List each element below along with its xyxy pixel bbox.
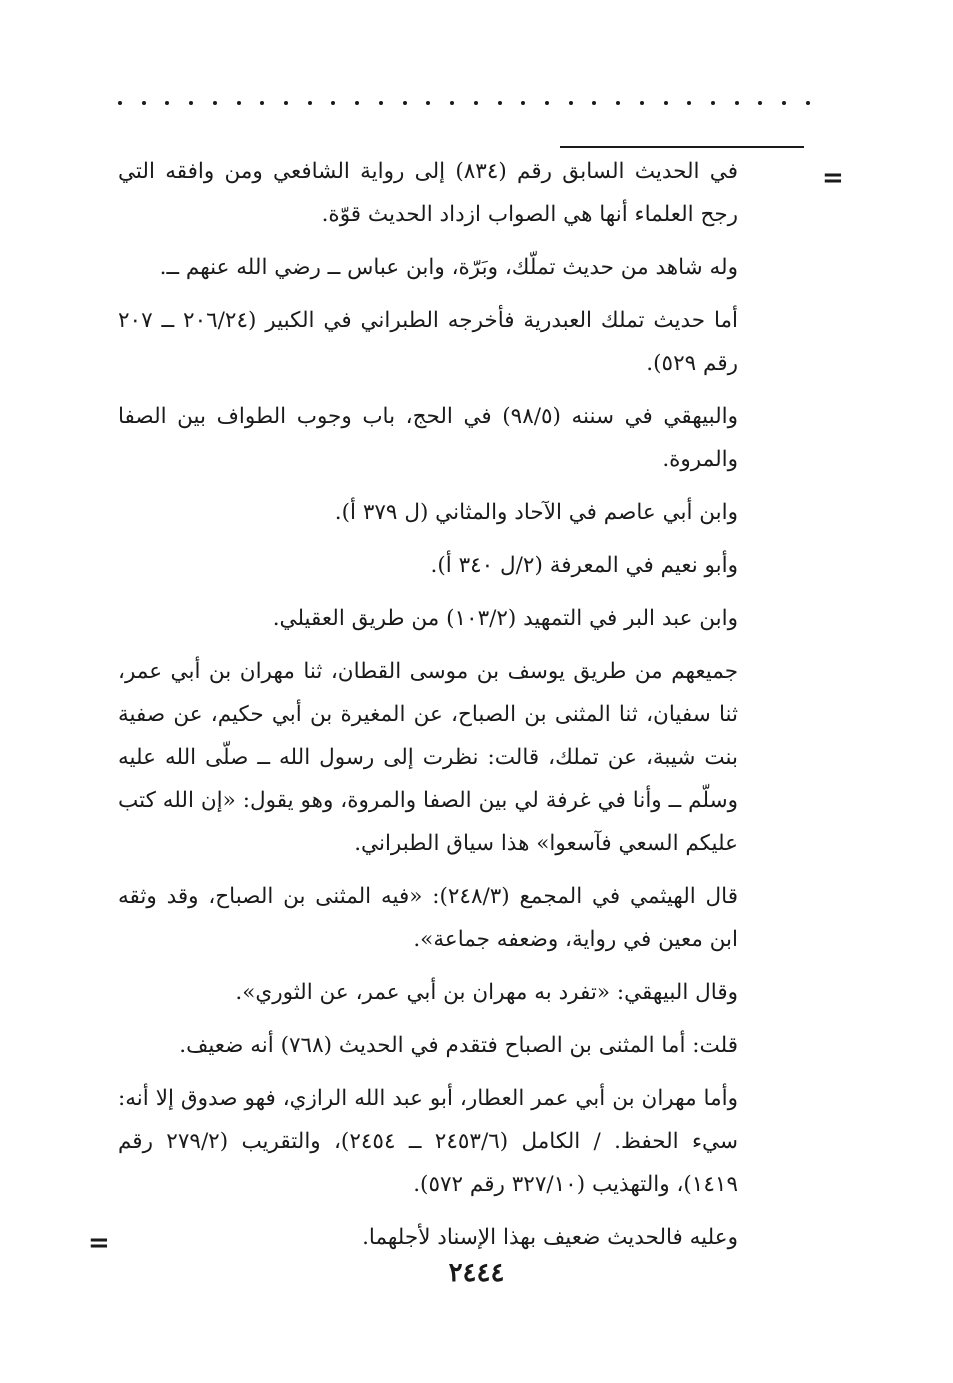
paragraph: جميعهم من طريق يوسف بن موسى القطان، ثنا مهران بن أبي عمر، ثنا سفيان، ثنا المثنى بن الصباح، عن المغيرة بن أبي حكيم، عن صفية بنت شيبة، عن تملك، قالت: نظرت إلى رسول الله ــ صلّى الله عليه وسلّم ــ وأنا في غرفة لي بين الصفا والمروة، وهو يقول: «إن الله كتب عليكم السعي فآسعوا» هذا سياق الطبراني. [118, 659, 738, 856]
separator-dot [331, 101, 335, 105]
separator-dot [569, 101, 573, 105]
separator-dot [118, 101, 122, 105]
separator-dot [474, 101, 478, 105]
separator-dot [308, 101, 312, 105]
separator-dot [189, 101, 193, 105]
page-number: ٢٤٤٤ [448, 1258, 505, 1288]
dotted-separator [118, 98, 810, 108]
separator-dot [237, 101, 241, 105]
separator-dot [450, 101, 454, 105]
separator-dot [379, 101, 383, 105]
separator-dot [426, 101, 430, 105]
separator-dot [640, 101, 644, 105]
paragraph: وابن عبد البر في التمهيد (١٠٣/٢) من طريق العقيلي. [272, 606, 738, 631]
continuation-mark-top: = [822, 163, 844, 193]
separator-dot [782, 101, 786, 105]
page-body [118, 150, 738, 1269]
paragraph: قلت: أما المثنى بن الصباح فتقدم في الحديث (٧٦٨) أنه ضعيف. [179, 1033, 738, 1058]
paragraph: قال الهيثمي في المجمع (٢٤٨/٣): «فيه المثنى بن الصباح، وقد وثقه ابن معين في رواية، وضعفه جماعة». [118, 884, 738, 952]
horizontal-rule [560, 146, 804, 148]
separator-dot [165, 101, 169, 105]
paragraph: وله شاهد من حديث تملّك، وبَرّة، وابن عباس ــ رضي الله عنهم ــ. [159, 255, 738, 280]
separator-dot [260, 101, 264, 105]
separator-dot [403, 101, 407, 105]
paragraph: في الحديث السابق رقم (٨٣٤) إلى رواية الشافعي ومن وافقه التي رجح العلماء أنها هي الصواب ازداد الحديث قوّة. [118, 159, 738, 227]
continuation-mark-bottom: = [88, 1228, 110, 1258]
paragraph: وأبو نعيم في المعرفة (٢/ل ٣٤٠ أ). [430, 553, 738, 578]
paragraph: أما حديث تملك العبدرية فأخرجه الطبراني في الكبير (٢٠٦/٢٤ ــ ٢٠٧ رقم ٥٢٩). [118, 308, 738, 376]
separator-dot [687, 101, 691, 105]
separator-dot [498, 101, 502, 105]
separator-dot [592, 101, 596, 105]
separator-dot [545, 101, 549, 105]
separator-dot [711, 101, 715, 105]
separator-dot [616, 101, 620, 105]
separator-dot [284, 101, 288, 105]
separator-dot [735, 101, 739, 105]
paragraph: وأما مهران بن أبي عمر العطار، أبو عبد الله الرازي، فهو صدوق إلا أنه: سيء الحفظ. / الكامل (٢٤٥٣/٦ ــ ٢٤٥٤)، والتقريب (٢٧٩/٢ رقم ١٤١٩)، والتهذيب (٣٢٧/١٠ رقم ٥٧٢). [118, 1086, 738, 1197]
paragraph: وابن أبي عاصم في الآحاد والمثاني (ل ٣٧٩ أ). [334, 500, 738, 525]
paragraph: وعليه فالحديث ضعيف بهذا الإسناد لأجلهما. [362, 1225, 738, 1250]
separator-dot [355, 101, 359, 105]
separator-dot [758, 101, 762, 105]
separator-dot [806, 101, 810, 105]
separator-dot [521, 101, 525, 105]
paragraph: والبيهقي في سننه (٩٨/٥) في الحج، باب وجوب الطواف بين الصفا والمروة. [118, 404, 738, 472]
separator-dot [142, 101, 146, 105]
paragraph: وقال البيهقي: «تفرد به مهران بن أبي عمر، عن الثوري». [235, 980, 738, 1005]
separator-dot [664, 101, 668, 105]
separator-dot [213, 101, 217, 105]
